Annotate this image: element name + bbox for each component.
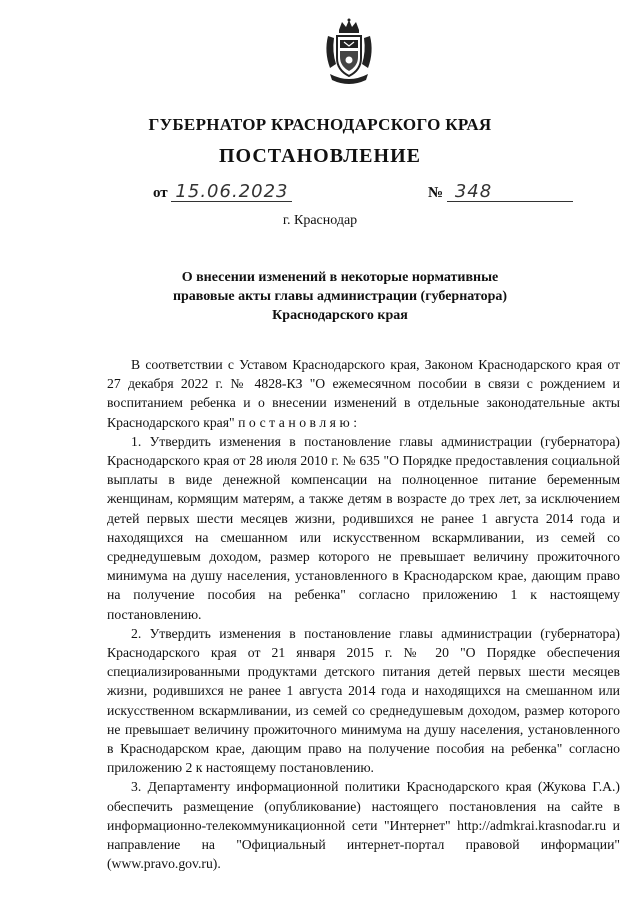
title-line: О внесении изменений в некоторые нормативные	[181, 270, 499, 285]
city: г. Краснодар	[282, 213, 358, 228]
decree-keyword: постановляю:	[238, 414, 361, 430]
item-paragraph-2: 2. Утвердить изменения в постановление главы администрации (губернатора) Краснодарского края от 21 января 2015 г. № 20 "О Порядке обеспечения специализированными продуктами детского питания детей первых шести месяцев жизни, родившихся не ранее 1 августа 2014 года и находящихся на смешанном или искусственном вскармливании, из семей со среднедушевым доходом, размер которого не превышает величину прожиточного минимума на душу населения, установленного в Краснодарском крае, дающим право на получение пособия на ребенка" согласно приложению 2 к настоящему постановлению.	[107, 625, 620, 776]
date-value: 15.06.2023	[171, 183, 292, 202]
date-field	[153, 183, 292, 202]
document-title	[120, 268, 560, 325]
intro-text: В соответствии с Уставом Краснодарского края, Законом Краснодарского края от 27 декабря 2022 г. № 4828-КЗ "О ежемесячном пособии в связи с рождением и воспитанием ребенка и о внесении изменений в отдельные законодательные акты Краснодарского края"	[107, 357, 620, 430]
title-line: правовые акты главы администрации (губернатора)	[172, 289, 508, 304]
document-body	[107, 355, 620, 873]
number-value: 348	[447, 183, 573, 202]
coat-of-arms-emblem	[322, 18, 376, 86]
number-field	[428, 183, 573, 202]
item-paragraph-1: 1. Утвердить изменения в постановление главы администрации (губернатора) Краснодарского края от 28 июля 2010 г. № 635 "О Порядке предоставления социальной выплаты в виде денежной компенсации на полноценное питание беременным женщинам, кормящим матерям, а также детям в возрасте до трех лет, за исключением детей первых шести месяцев жизни, родившихся не ранее 1 августа 2014 года и находящихся на смешанном или искусственном вскармливании, из семей со среднедушевым доходом, размер которого не превышает величину прожиточного минимума на душу населения, установленного в Краснодарском крае, дающим право на получение пособия на ребенка" согласно приложению 1 к настоящему постановлению.	[107, 433, 620, 622]
number-prefix: №	[428, 185, 444, 201]
title-line: Краснодарского края	[272, 308, 408, 323]
intro-paragraph	[107, 355, 620, 432]
issuing-authority: ГУБЕРНАТОР КРАСНОДАРСКОГО КРАЯ	[148, 115, 492, 134]
document-type: ПОСТАНОВЛЕНИЕ	[219, 145, 421, 167]
item-paragraph-3: 3. Департаменту информационной политики Краснодарского края (Жукова Г.А.) обеспечить размещение (опубликование) настоящего постановления на сайте в информационно-телекоммуникационной сети "Интернет" http://admkrai.krasnodar.ru и направление на "Официальный интернет-портал правовой информации" (www.pravo.gov.ru).	[107, 779, 620, 872]
date-prefix: от	[153, 185, 168, 201]
